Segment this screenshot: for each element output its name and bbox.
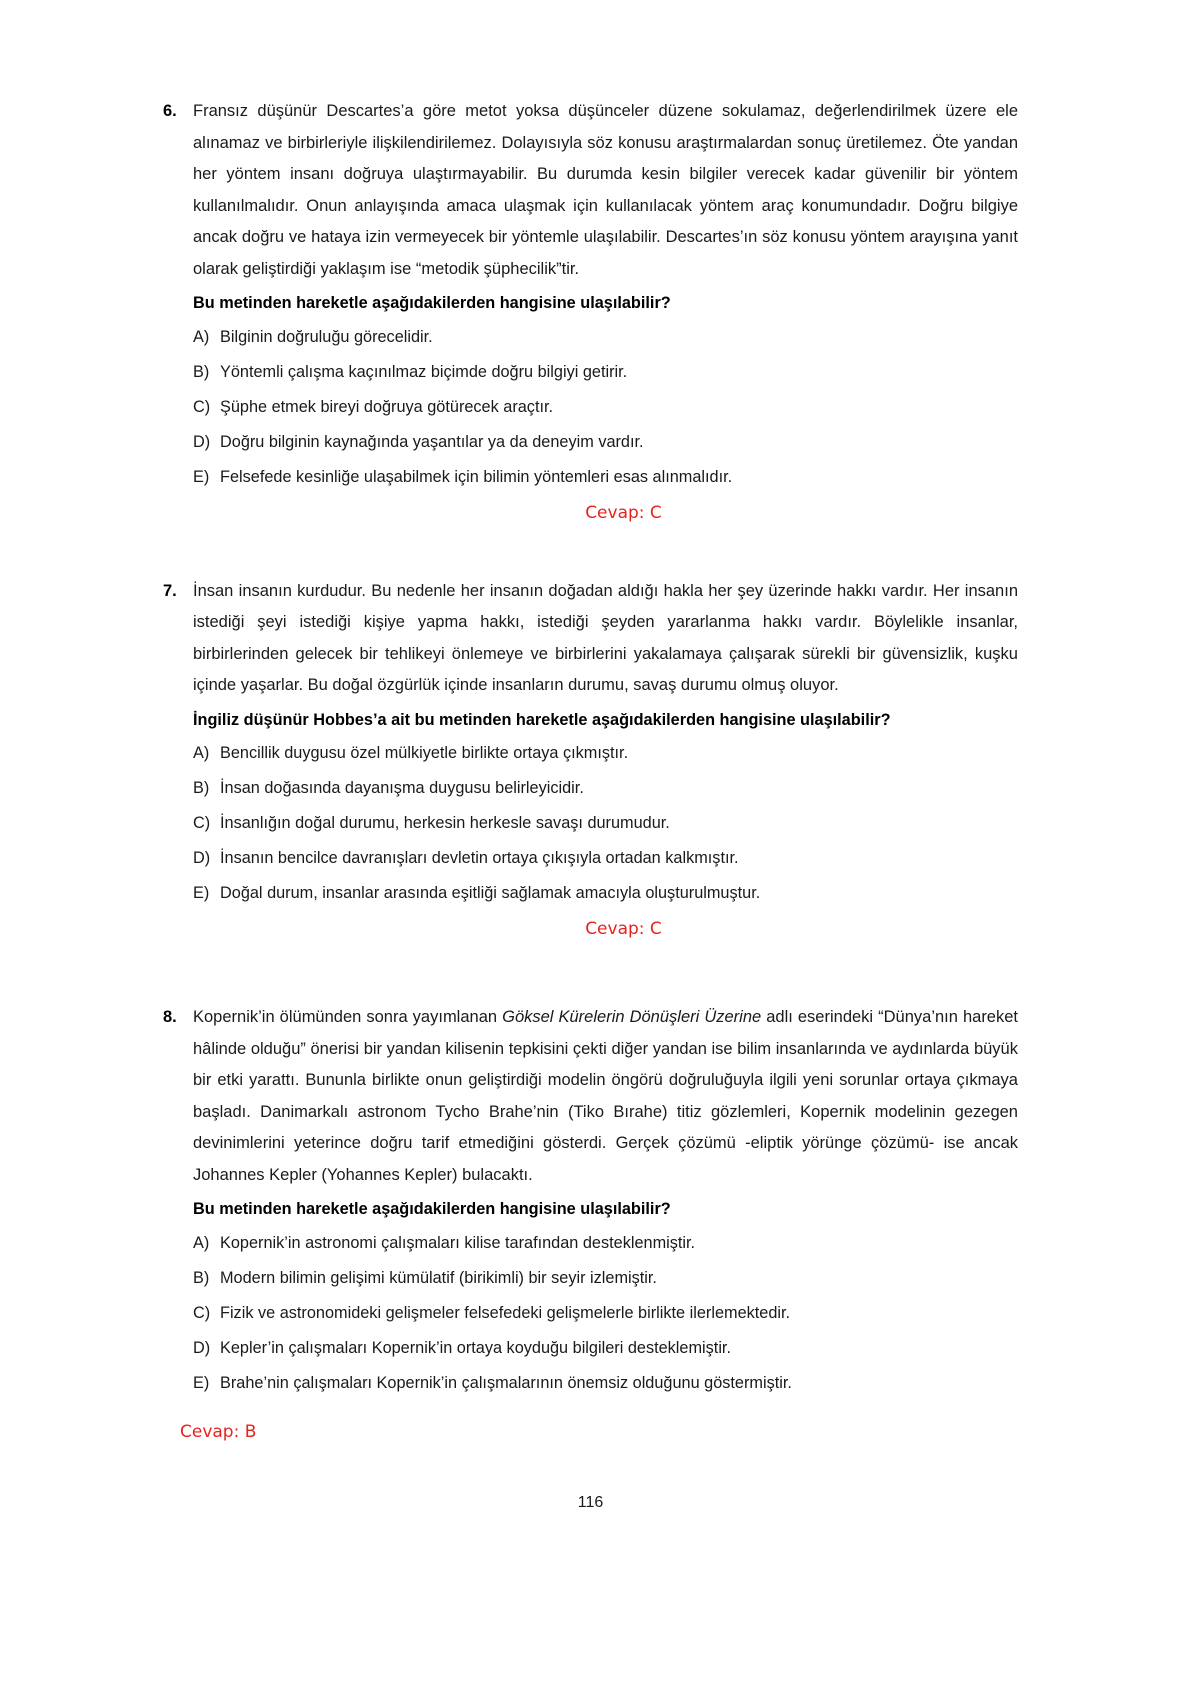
question-body-7	[163, 576, 1018, 941]
question-body-6	[163, 96, 1018, 524]
option-letter: E)	[193, 1373, 210, 1392]
option-text: Kopernik’in astronomi çalışmaları kilise tarafından desteklenmiştir.	[220, 1233, 696, 1252]
option-item[interactable]	[193, 848, 1018, 869]
option-text: İnsan doğasında dayanışma duygusu belirleyicidir.	[220, 779, 584, 797]
option-item[interactable]	[193, 362, 1018, 383]
question-prompt-6: Bu metinden hareketle aşağıdakilerden hangisine ulaşılabilir?	[193, 294, 671, 312]
option-item[interactable]	[193, 883, 1018, 904]
option-text: Modern bilimin gelişimi kümülatif (birikimli) bir seyir izlemiştir.	[220, 1268, 657, 1287]
option-letter: C)	[193, 814, 211, 832]
question-passage-7	[193, 576, 1018, 702]
option-text: Fizik ve astronomideki gelişmeler felsefedeki gelişmelerle birlikte ilerlemektedir.	[220, 1303, 791, 1322]
question-number-8: 8.	[163, 1008, 177, 1026]
passage-text-pre-6: Fransız düşünür Descartes’a göre metot yoksa düşünceler düzene sokulamaz, değerlendirilmek üzere ele alınamaz ve birbirleriyle ilişkilendirilemez. Dolayısıyla söz konusu araştırmalardan sonuç üretilemez. Öte yandan her yöntem insanı doğruya ulaştırmayabilir. Bu durumda kesin bilgiler verecek kadar güvenilir bir yöntem kullanılmalıdır. Onun anlayışında amaca ulaşmak için kullanılacak yöntem araç konumundadır. Doğru bilgiye ancak doğru ve hataya izin vermeyecek bir yöntemle ulaşılabilir. Descartes’ın söz konusu yöntem arayışına yanıt olarak geliştirdiği yaklaşım ise “metodik şüphecilik”tir.	[193, 102, 1018, 278]
option-text: Şüphe etmek bireyi doğruya götürecek araçtır.	[220, 397, 554, 416]
question-passage-6	[193, 96, 1018, 285]
option-text: Bilginin doğruluğu görecelidir.	[220, 327, 433, 346]
option-item[interactable]	[193, 1373, 1018, 1394]
option-text: İnsanlığın doğal durumu, herkesin herkesle savaşı durumudur.	[220, 814, 670, 832]
question-column-7	[193, 576, 1018, 941]
option-item[interactable]	[193, 1233, 1018, 1254]
option-item[interactable]	[193, 1303, 1018, 1324]
question-number-7: 7.	[163, 581, 177, 600]
option-text: Doğru bilginin kaynağında yaşantılar ya da deneyim vardır.	[220, 432, 644, 451]
option-letter: D)	[193, 1338, 211, 1357]
option-letter: B)	[193, 1268, 210, 1287]
question-body-8	[163, 1002, 1018, 1408]
passage-text-post-8: adlı eserindeki “Dünya’nın hareket hâlinde olduğu” önerisi bir yandan kilisenin tepkisini çekti diğer yandan ise bilim insanlarında ve aydınlarda büyük bir etki yarattı. Bununla birlikte onun geliştirdiği modelin öngörü doğruluğuyla ilgili yeni sorunlar ortaya çıkmaya başladı. Danimarkalı astronom Tycho Brahe’nin (Tiko Bırahe) titiz gözlemleri, Kopernik modelinin gezegen devinimlerini yeterince doğru tarif etmediğini gösterdi. Gerçek çözümü -eliptik yörünge çözümü- ise ancak Johannes Kepler (Yohannes Kepler) bulacaktı.	[193, 1008, 1018, 1184]
option-item[interactable]	[193, 397, 1018, 418]
option-item[interactable]	[193, 432, 1018, 453]
question-column-8	[193, 1002, 1018, 1408]
option-letter: C)	[193, 1303, 211, 1322]
answer-label-8: Cevap: B	[180, 1421, 257, 1442]
option-text: Yöntemli çalışma kaçınılmaz biçimde doğru bilgiyi getirir.	[220, 362, 628, 381]
option-letter: C)	[193, 397, 211, 416]
question-passage-8	[193, 1002, 1018, 1191]
option-text: İnsanın bencilce davranışları devletin ortaya çıkışıyla ortadan kalkmıştır.	[220, 849, 739, 867]
page-number: 116	[577, 1494, 604, 1511]
question-column-6	[193, 96, 1018, 524]
option-item[interactable]	[193, 467, 1018, 488]
question-block-8	[163, 1002, 1018, 1443]
option-letter: B)	[193, 362, 210, 381]
option-item[interactable]	[193, 778, 1018, 799]
option-letter: E)	[193, 884, 210, 902]
option-text: Felsefede kesinliğe ulaşabilmek için bilimin yöntemleri esas alınmalıdır.	[220, 467, 733, 486]
options-list-8	[193, 1233, 1018, 1394]
option-letter: B)	[193, 779, 210, 797]
option-text: Brahe’nin çalışmaları Kopernik’in çalışmalarının önemsiz olduğunu göstermiştir.	[220, 1373, 792, 1392]
answer-label-7: Cevap: C	[585, 919, 662, 939]
option-item[interactable]	[193, 327, 1018, 348]
options-list-6	[193, 327, 1018, 488]
passage-book-title: Göksel Kürelerin Dönüşleri Üzerine	[502, 1008, 762, 1026]
question-number-6: 6.	[163, 102, 177, 120]
question-block-6	[163, 96, 1018, 524]
option-text: Kepler’in çalışmaları Kopernik’in ortaya koyduğu bilgileri desteklemiştir.	[220, 1338, 731, 1357]
questions-container	[163, 96, 1018, 1443]
option-item[interactable]	[193, 1268, 1018, 1289]
option-item[interactable]	[193, 1338, 1018, 1359]
option-text: Doğal durum, insanlar arasında eşitliği sağlamak amacıyla oluşturulmuştur.	[220, 884, 761, 902]
option-letter: A)	[193, 744, 210, 762]
question-prompt-7: İngiliz düşünür Hobbes’a ait bu metinden hareketle aşağıdakilerden hangisine ulaşılabilir?	[193, 710, 891, 729]
answer-label-6: Cevap: C	[585, 502, 662, 523]
question-spacer	[163, 524, 1018, 576]
option-item[interactable]	[193, 813, 1018, 834]
option-letter: A)	[193, 327, 210, 346]
options-list-7	[193, 743, 1018, 904]
option-letter: D)	[193, 432, 211, 451]
option-letter: A)	[193, 1233, 210, 1252]
question-block-7	[163, 576, 1018, 941]
option-letter: D)	[193, 849, 211, 867]
option-item[interactable]	[193, 743, 1018, 764]
option-letter: E)	[193, 467, 210, 486]
option-text: Bencillik duygusu özel mülkiyetle birlikte ortaya çıkmıştır.	[220, 744, 629, 762]
question-spacer	[163, 940, 1018, 1002]
question-prompt-8: Bu metinden hareketle aşağıdakilerden hangisine ulaşılabilir?	[193, 1200, 671, 1218]
passage-text-pre-7: İnsan insanın kurdudur. Bu nedenle her insanın doğadan aldığı hakla her şey üzerinde hakkı vardır. Her insanın istediği şeyi istediği kişiye yapma hakkı, istediği şeyden yararlanma hakkı vardır. Böylelikle insanlar, birbirlerinden gelecek bir tehlikeyi önlemeye ve birbirlerini yakalamaya çalışarak sürekli bir güvensizlik, kuşku içinde yaşarlar. Bu doğal özgürlük içinde insanların durumu, savaş durumu olmuş oluyor.	[193, 581, 1018, 694]
passage-text-pre-8: Kopernik’in ölümünden sonra yayımlanan	[193, 1008, 503, 1026]
